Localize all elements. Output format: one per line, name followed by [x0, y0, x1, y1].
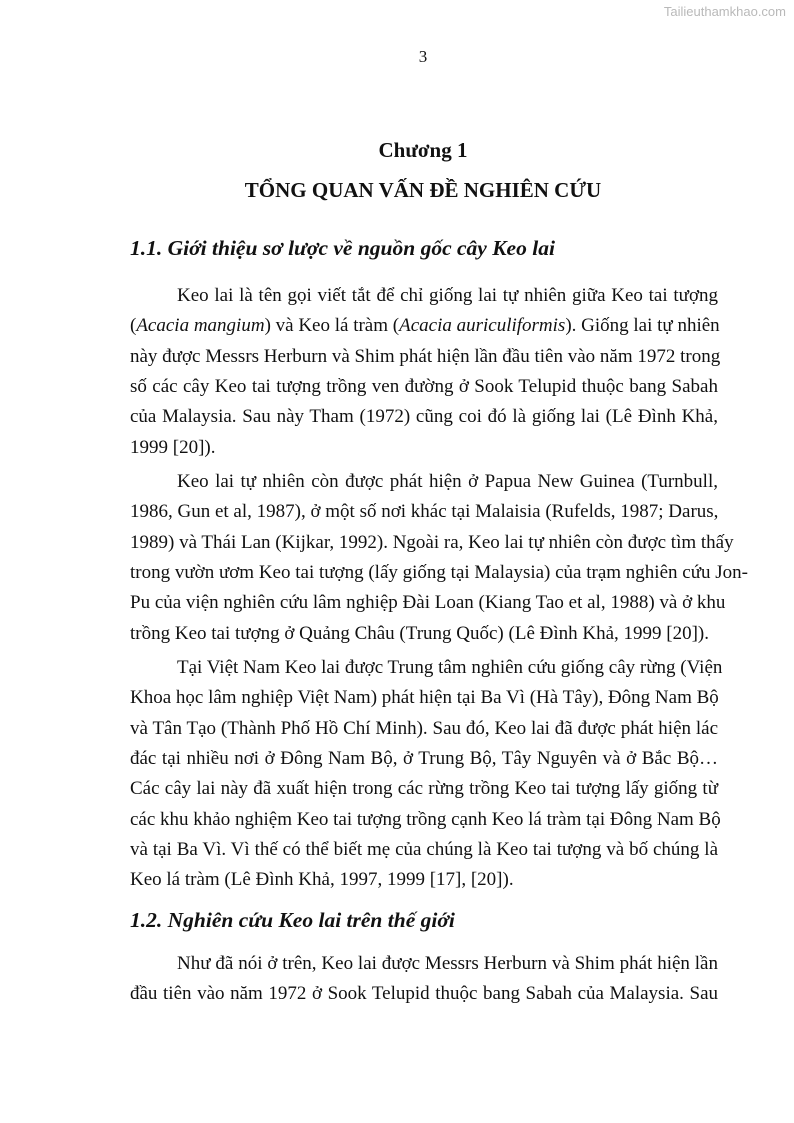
paragraph-line: và Tân Tạo (Thành Phố Hồ Chí Minh). Sau đó, Keo lai đã được phát hiện lác: [130, 717, 718, 739]
paragraph-line: các khu khảo nghiệm Keo tai tượng trồng cạnh Keo lá tràm tại Đông Nam Bộ: [130, 808, 721, 830]
chapter-label: Chương 1: [378, 138, 468, 162]
species-name: Acacia auriculiformis: [399, 315, 566, 337]
paragraph-line: Keo lá tràm (Lê Đình Khả, 1997, 1999 [17], [20]).: [130, 869, 514, 891]
text-segment: ). Giống lai tự nhiên: [565, 315, 720, 337]
chapter-title: TỔNG QUAN VẤN ĐỀ NGHIÊN CỨU: [244, 178, 602, 202]
paragraph-line: này được Messrs Herburn và Shim phát hiện lần đầu tiên vào năm 1972 trong: [130, 345, 721, 367]
paragraph-line: và tại Ba Vì. Vì thế có thể biết mẹ của chúng là Keo tai tượng và bố chúng là: [130, 838, 718, 860]
section-heading: 1.2. Nghiên cứu Keo lai trên thế giới: [130, 908, 455, 932]
paragraph-line: Keo lai tự nhiên còn được phát hiện ở Papua New Guinea (Turnbull,: [177, 471, 718, 492]
paragraph-line: đầu tiên vào năm 1972 ở Sook Telupid thuộc bang Sabah của Malaysia. Sau: [130, 983, 718, 1005]
paragraph-line: đác tại nhiều nơi ở Đông Nam Bộ, ở Trung Bộ, Tây Nguyên và ở Bắc Bộ…: [130, 747, 718, 769]
species-name: Acacia mangium: [136, 315, 265, 337]
watermark: Tailieuthamkhao.com: [663, 4, 786, 19]
paragraph-line: của Malaysia. Sau này Tham (1972) cũng coi đó là giống lai (Lê Đình Khả,: [130, 406, 718, 428]
paragraph-line: 1999 [20]).: [130, 436, 216, 458]
paragraph-line: Keo lai là tên gọi viết tắt để chỉ giống lai tự nhiên giữa Keo tai tượng: [177, 285, 718, 306]
paragraph-line: Như đã nói ở trên, Keo lai được Messrs Herburn và Shim phát hiện lần: [177, 953, 718, 974]
text-segment: ) và Keo lá tràm (: [264, 315, 400, 337]
paragraph-line: Tại Việt Nam Keo lai được Trung tâm nghiên cứu giống cây rừng (Viện: [177, 657, 723, 678]
paragraph-line: trong vườn ươm Keo tai tượng (lấy giống tại Malaysia) của trạm nghiên cứu Jon-: [130, 561, 748, 583]
page-number: 3: [418, 47, 428, 66]
paragraph-line: 1989) và Thái Lan (Kijkar, 1992). Ngoài ra, Keo lai tự nhiên còn được tìm thấy: [130, 531, 734, 553]
paragraph-line: Pu của viện nghiên cứu lâm nghiệp Đài Loan (Kiang Tao et al, 1988) và ở khu: [130, 592, 726, 614]
paragraph-line: Các cây lai này đã xuất hiện trong các rừng trồng Keo tai tượng lấy giống từ: [130, 778, 718, 800]
paragraph-line: [130, 314, 718, 338]
text-segment: (: [130, 315, 137, 337]
paragraph-line: Khoa học lâm nghiệp Việt Nam) phát hiện tại Ba Vì (Hà Tây), Đông Nam Bộ: [130, 687, 719, 709]
section-heading: 1.1. Giới thiệu sơ lược về nguồn gốc cây Keo lai: [130, 236, 555, 260]
paragraph-line: 1986, Gun et al, 1987), ở một số nơi khác tại Malaisia (Rufelds, 1987; Darus,: [130, 501, 719, 523]
paragraph-line: trồng Keo tai tượng ở Quảng Châu (Trung Quốc) (Lê Đình Khả, 1999 [20]).: [130, 622, 710, 644]
paragraph-line: số các cây Keo tai tượng trồng ven đường ở Sook Telupid thuộc bang Sabah: [130, 375, 718, 397]
